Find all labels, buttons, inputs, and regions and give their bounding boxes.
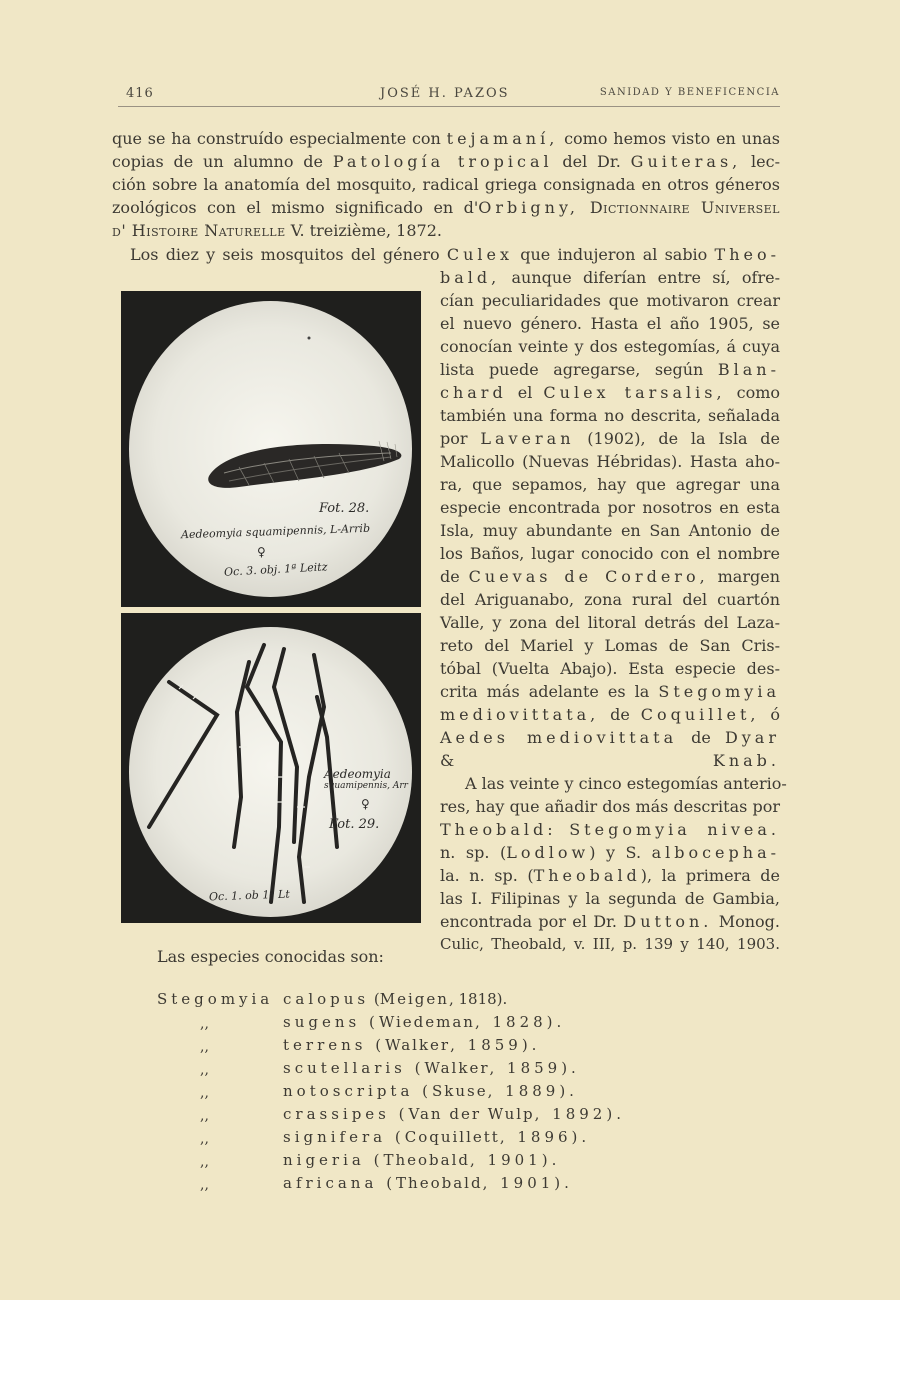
text-line: mediovittata, de Coquillet, ó xyxy=(440,705,780,724)
text-line: las I. Filipinas y la segunda de Gambia, xyxy=(440,889,780,908)
ditto-mark: ,, xyxy=(200,1177,209,1193)
text-line: Isla, muy abundante en San Antonio de xyxy=(440,521,780,540)
text-line: chard el Culex tarsalis, como xyxy=(440,383,781,402)
text-line: el nuevo género. Hasta el año 1905, se xyxy=(440,314,780,333)
text-line: bald, aunque diferían entre sí, ofre- xyxy=(440,268,780,287)
sex-symbol: ♀ xyxy=(257,545,266,559)
text-line: Malicollo (Nuevas Hébridas). Hasta aho- xyxy=(440,452,780,471)
figure-caption-line1: Aedeomyia xyxy=(324,767,391,781)
text-line: crita más adelante es la Stegomyia xyxy=(440,682,780,701)
text-line: también una forma no descrita, señalada xyxy=(440,406,780,425)
text-line: Aedes mediovittata de Dyar xyxy=(440,728,780,747)
page-number: 416 xyxy=(126,86,154,101)
text-line: A las veinte y cinco estegomías anterio- xyxy=(465,774,787,793)
sex-symbol: ♀ xyxy=(361,797,370,811)
author-header: JOSÉ H. PAZOS xyxy=(380,86,510,101)
text-line: encontrada por el Dr. Dutton. Monog. xyxy=(440,912,780,931)
species-entry: scutellaris (Walker, 1859). xyxy=(283,1059,580,1077)
text-line: zoológicos con el mismo significado en d'Orbigny, Dictionnaire Universel xyxy=(112,198,780,217)
mosquito-wing-illustration xyxy=(129,301,412,597)
text-line: que se ha construído especialmente con tejamaní, como hemos visto en unas xyxy=(112,129,780,148)
running-title: SANIDAD Y BENEFICENCIA xyxy=(599,87,780,98)
text-line: del Ariguanabo, zona rural del cuartón xyxy=(440,590,780,609)
text-line: d' Histoire Naturelle V. treizième, 1872. xyxy=(112,221,442,240)
ditto-mark: ,, xyxy=(200,1154,209,1170)
text-line: copias de un alumno de Patología tropical del Dr. Guiteras, lec- xyxy=(112,152,781,171)
text-line: Theobald: Stegomyia nivea. xyxy=(440,820,780,839)
ditto-mark: ,, xyxy=(200,1085,209,1101)
text-line: por Laveran (1902), de la Isla de xyxy=(440,429,781,448)
text-line: Valle, y zona del litoral detrás del Laza- xyxy=(440,613,780,632)
text-line: conocían veinte y dos estegomías, á cuya xyxy=(440,337,780,356)
ditto-mark: ,, xyxy=(200,1039,209,1055)
microscope-field-29 xyxy=(129,627,412,917)
text-line: tóbal (Vuelta Abajo). Esta especie des- xyxy=(440,659,780,678)
ditto-mark: ,, xyxy=(200,1131,209,1147)
text-line: especie encontrada por nosotros en esta xyxy=(440,498,780,517)
figure-label: Fot. 28. xyxy=(319,501,370,516)
genus-name: Stegomyia xyxy=(157,990,274,1008)
text-line: lista puede agregarse, según Blan- xyxy=(440,360,780,379)
text-line: los Baños, lugar conocido con el nombre xyxy=(440,544,780,563)
species-entry: sugens (Wiedeman, 1828). xyxy=(283,1013,566,1031)
text-line: Los diez y seis mosquitos del género Culex que indujeron al sabio Theo- xyxy=(130,245,781,264)
species-entry: africana (Theobald, 1901). xyxy=(283,1174,573,1192)
text-line: de Cuevas de Cordero, margen xyxy=(440,567,780,586)
text-line: ción sobre la anatomía del mosquito, radical griega consignada en otros géneros xyxy=(112,175,780,194)
microscope-field-28 xyxy=(129,301,412,597)
text-line: cían peculiaridades que motivaron crear xyxy=(440,291,780,310)
figure-caption-line2: squamipennis, Arr xyxy=(324,781,408,791)
species-entry: signifera (Coquillett, 1896). xyxy=(283,1128,591,1146)
species-entry: crassipes (Van der Wulp, 1892). xyxy=(283,1105,625,1123)
text-line: la. n. sp. (Theobald), la primera de xyxy=(440,866,780,885)
species-entry: notoscripta (Skuse, 1889). xyxy=(283,1082,578,1100)
species-entry: terrens (Walker, 1859). xyxy=(283,1036,541,1054)
photo-plate-28 xyxy=(121,291,421,607)
ditto-mark: ,, xyxy=(200,1016,209,1032)
text-line: Culic, Theobald, v. III, p. 139 y 140, 1903. xyxy=(440,935,780,953)
ditto-mark: ,, xyxy=(200,1108,209,1124)
species-entry: calopus (Meigen, 1818). xyxy=(283,990,508,1008)
species-entry: nigeria (Theobald, 1901). xyxy=(283,1151,561,1169)
optics-note: Oc. 1. ob 1ª Lt xyxy=(208,887,290,904)
text-line: reto del Mariel y Lomas de San Cris- xyxy=(440,636,780,655)
photo-plate-29 xyxy=(121,613,421,923)
species-intro: Las especies conocidas son: xyxy=(157,947,384,966)
text-line: n. sp. (Lodlow) y S. albocepha- xyxy=(440,843,781,862)
optics-note: Oc. 3. obj. 1ª Leitz xyxy=(223,560,328,579)
text-line: ra, que sepamos, hay que agregar una xyxy=(440,475,780,494)
text-line: res, hay que añadir dos más descritas por xyxy=(440,797,780,816)
running-header xyxy=(118,82,780,107)
figure-label: Fot. 29. xyxy=(329,817,380,832)
figure-caption: Aedeomyia squamipennis, L-Arrib xyxy=(180,521,371,542)
text-line: & Knab. xyxy=(440,751,780,770)
ditto-mark: ,, xyxy=(200,1062,209,1078)
